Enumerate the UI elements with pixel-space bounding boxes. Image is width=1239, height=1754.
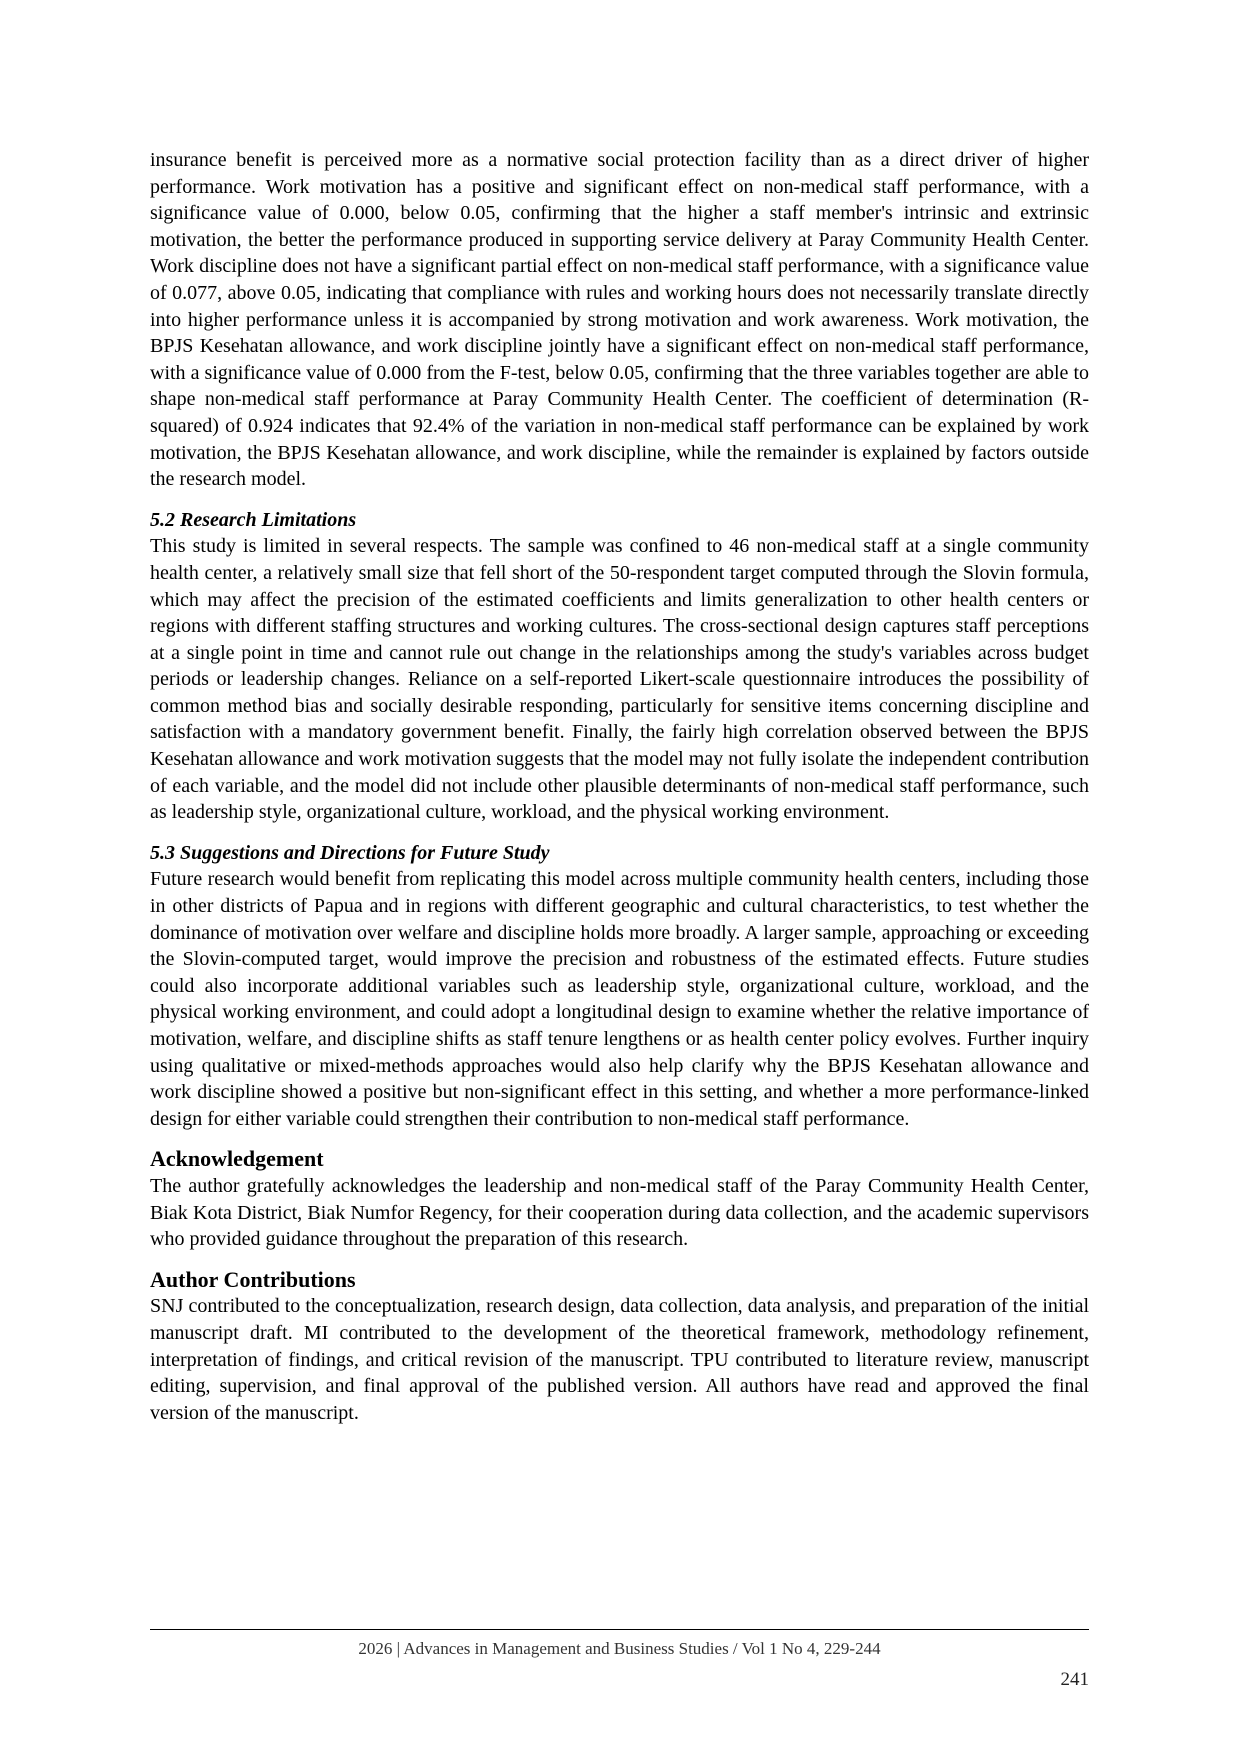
spacer: [150, 826, 1089, 840]
spacer: [150, 1253, 1089, 1267]
section-5-2-heading: 5.2 Research Limitations: [150, 508, 357, 531]
intro-paragraph: insurance benefit is perceived more as a normative social protection facility than as a direct driver of higher performance. Work motivation has a positive and significant effect on non-medical staff performance, with a significance value of 0.000, below 0.05, confirming that the higher a staff member's intrinsic and extrinsic motivation, the better the performance produced in supporting service delivery at Paray Community Health Center. Work discipline does not have a significant partial effect on non-medical staff performance, with a significance value of 0.077, above 0.05, indicating that compliance with rules and working hours does not necessarily translate directly into higher performance unless it is accompanied by strong motivation and work awareness. Work motivation, the BPJS Kesehatan allowance, and work discipline jointly have a significant effect on non-medical staff performance, with a significance value of 0.000 from the F-test, below 0.05, confirming that the three variables together are able to shape non-medical staff performance at Paray Community Health Center. The coefficient of determination (R-squared) of 0.924 indicates that 92.4% of the variation in non-medical staff performance can be explained by work motivation, the BPJS Kesehatan allowance, and work discipline, while the remainder is explained by factors outside the research model.: [150, 149, 1089, 491]
acknowledgement-heading: Acknowledgement: [150, 1146, 324, 1172]
acknowledgement-paragraph: The author gratefully acknowledges the leadership and non-medical staff of the Paray Community Health Center, Biak Kota District, Biak Numfor Regency, for their cooperation during data collection, and the academic supervisors who provided guidance throughout the preparation of this research.: [150, 1174, 1089, 1251]
section-5-3-paragraph: Future research would benefit from replicating this model across multiple community health centers, including those in other districts of Papua and in regions with different geographic and cultural characteristics, to test whether the dominance of motivation over welfare and discipline holds more broadly. A larger sample, approaching or exceeding the Slovin-computed target, would improve the precision and robustness of the estimated effects. Future studies could also incorporate additional variables such as leadership style, organizational culture, workload, and the physical working environment, and could adopt a longitudinal design to examine whether the relative importance of motivation, welfare, and discipline shifts as staff tenure lengthens or as health center policy evolves. Further inquiry using qualitative or mixed-methods approaches would also help clarify why the BPJS Kesehatan allowance and work discipline showed a positive but non-significant effect in this setting, and whether a more performance-linked design for either variable could strengthen their contribution to non-medical staff performance.: [150, 868, 1089, 1130]
footer-citation: 2026 | Advances in Management and Business Studies / Vol 1 No 4, 229-244: [358, 1639, 881, 1658]
spacer: [150, 1132, 1089, 1146]
footer-divider: [150, 1629, 1089, 1630]
page-number: 241: [1060, 1669, 1089, 1690]
author-contributions-paragraph: SNJ contributed to the conceptualization, research design, data collection, data analysis, and preparation of the initial manuscript draft. MI contributed to the development of the theoretical framework, methodology refinement, interpretation of findings, and critical revision of the manuscript. TPU contributed to literature review, manuscript editing, supervision, and final approval of the published version. All authors have read and approved the final version of the manuscript.: [150, 1295, 1089, 1424]
section-5-2-paragraph: This study is limited in several respects. The sample was confined to 46 non-medical staff at a single community health center, a relatively small size that fell short of the 50-respondent target computed through the Slovin formula, which may affect the precision of the estimated coefficients and limits generalization to other health centers or regions with different staffing structures and working cultures. The cross-sectional design captures staff perceptions at a single point in time and cannot rule out change in the relationships among the study's variables across budget periods or leadership changes. Reliance on a self-reported Likert-scale questionnaire introduces the possibility of common method bias and socially desirable responding, particularly for sensitive items concerning discipline and satisfaction with a mandatory government benefit. Finally, the fairly high correlation observed between the BPJS Kesehatan allowance and work motivation suggests that the model may not fully isolate the independent contribution of each variable, and the model did not include other plausible determinants of non-medical staff performance, such as leadership style, organizational culture, workload, and the physical working environment.: [150, 535, 1089, 824]
section-5-3-heading: 5.3 Suggestions and Directions for Future Study: [150, 841, 550, 864]
page-body: [150, 147, 1089, 1426]
spacer: [150, 493, 1089, 507]
author-contributions-heading: Author Contributions: [150, 1266, 356, 1292]
